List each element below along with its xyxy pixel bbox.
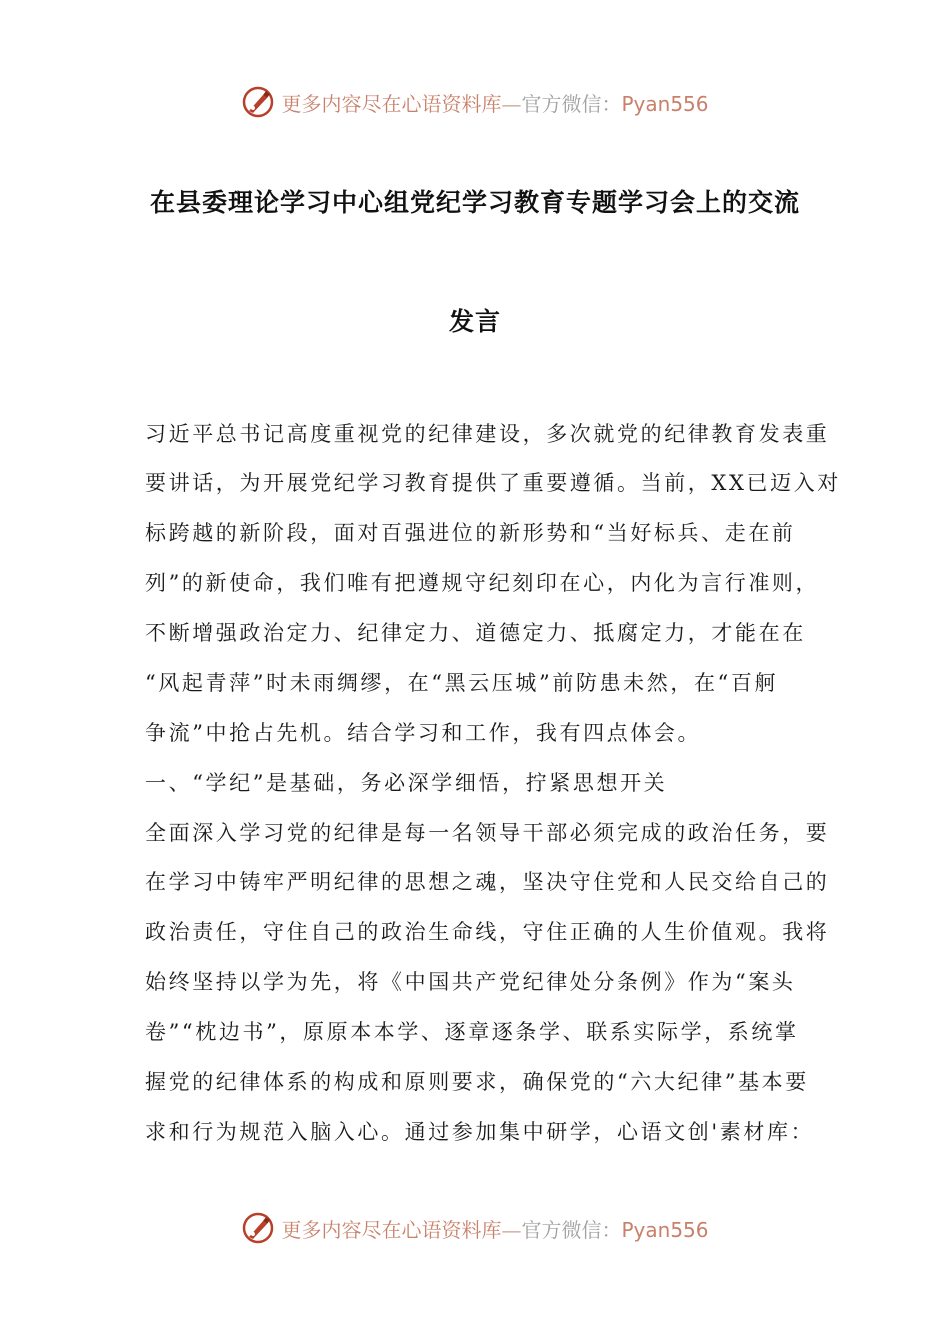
header-watermark-wechat-id: Pyan556	[621, 91, 709, 116]
footer-watermark-wechat-id: Pyan556	[621, 1217, 709, 1242]
body-line: 习近平总书记高度重视党的纪律建设，多次就党的纪律教育发表重	[145, 422, 830, 446]
header-watermark-banner	[0, 82, 950, 122]
header-watermark-wechat-label: 官方微信：	[521, 91, 622, 116]
body-line: 标跨越的新阶段，面对百强进位的新形势和“当好标兵、走在前	[145, 521, 796, 545]
body-line: 争流”中抢占先机。结合学习和工作，我有四点体会。	[145, 721, 702, 745]
body-line: 始终坚持以学为先，将《中国共产党纪律处分条例》作为“案头	[145, 970, 796, 994]
document-title-line-2: 发言	[448, 307, 501, 336]
header-watermark-site: 更多内容尽在心语资料库	[281, 91, 502, 116]
body-line: 列”的新使命，我们唯有把遵规守纪刻印在心，内化为言行准则，	[145, 571, 820, 595]
body-line: 不断增强政治定力、纪律定力、道德定力、抵腐定力，才能在在	[145, 621, 806, 645]
body-line: 要讲话，为开展党纪学习教育提供了重要遵循。当前，XX已迈入对	[145, 471, 841, 495]
footer-watermark-text	[281, 1214, 708, 1243]
body-line: 全面深入学习党的纪律是每一名领导干部必须完成的政治任务，要	[145, 821, 830, 845]
footer-watermark-wechat-label: 官方微信：	[521, 1217, 622, 1242]
header-watermark-text	[281, 88, 708, 117]
footer-watermark-site: 更多内容尽在心语资料库	[281, 1217, 502, 1242]
body-line: 握党的纪律体系的构成和原则要求，确保党的“六大纪律”基本要	[145, 1070, 809, 1094]
body-line: “风起青萍”时未雨绸缪，在“黑云压城”前防患未然，在“百舸	[145, 671, 779, 695]
footer-watermark-banner	[0, 1208, 950, 1248]
body-line: 政治责任，守住自己的政治生命线，守住正确的人生价值观。我将	[145, 920, 830, 944]
footer-watermark-dash: —	[501, 1217, 522, 1242]
body-line: 在学习中铸牢严明纪律的思想之魂，坚决守住党和人民交给自己的	[145, 870, 830, 894]
body-line: 求和行为规范入脑入心。通过参加集中研学，心语文创'素材库：	[145, 1120, 815, 1144]
section-heading: 一、“学纪”是基础，务必深学细悟，拧紧思想开关	[145, 771, 668, 795]
pen-logo-icon	[241, 1211, 275, 1245]
document-title-line-1: 在县委理论学习中心组党纪学习教育专题学习会上的交流	[149, 188, 800, 217]
pen-logo-icon	[241, 85, 275, 119]
header-watermark-dash: —	[501, 91, 522, 116]
body-line: 卷”“枕边书”，原原本本学、逐章逐条学、联系实际学，系统掌	[145, 1020, 799, 1044]
